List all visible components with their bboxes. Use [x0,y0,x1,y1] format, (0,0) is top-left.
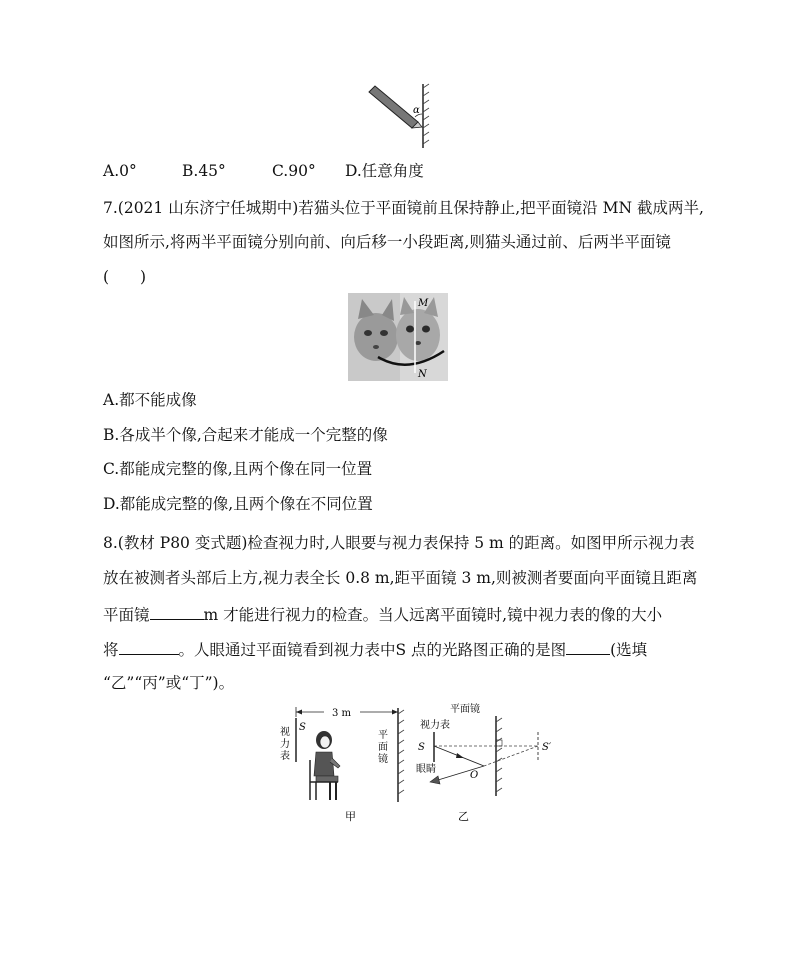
q7-option-d: D.都能成完整的像,且两个像在不同位置 [103,495,373,513]
q8-figure-yi [412,700,552,825]
distance-label: 3 m [332,708,352,719]
mirror-label-char: 面 [378,742,388,753]
q7-option-b: B.各成半个像,合起来才能成一个完整的像 [103,426,388,444]
q7-stem-line1: 7.(2021 山东济宁任城期中)若猫头位于平面镜前且保持静止,把平面镜沿 MN 截成两半, [103,199,704,217]
q8-blank-distance[interactable] [150,603,204,620]
q8-line4-suffix: (选填 [610,641,648,659]
point-image-label: S′ [542,742,552,753]
seated-person [310,731,340,800]
q6-option-d: D.任意角度 [345,162,424,180]
q6-option-c: C.90° [272,162,316,180]
mirror-label-char: 镜 [378,754,388,765]
chart-label-char: 力 [280,739,290,750]
point-s-label: S [299,722,306,733]
q7-stem-line2: 如图所示,将两半平面镜分别向前、向后移一小段距离,则猫头通过前、后两半平面镜 [103,233,671,251]
q6-option-a: A.0° [103,162,137,180]
label-m: M [418,298,429,309]
q6-option-b: B.45° [182,162,226,180]
q8-line4-mid: 。人眼通过平面镜看到视力表中S 点的光路图正确的是图 [178,641,567,659]
angle-label: α [413,105,420,116]
caption-jia: 甲 [345,810,356,823]
mirror-label: 平面镜 [450,704,480,715]
image-to-o-dashed [484,746,538,766]
chart-label-char: 表 [280,751,290,762]
q7-answer-bracket: ( ) [103,268,147,286]
q8-blank-size[interactable] [119,638,179,655]
q7-option-c: C.都能成完整的像,且两个像在同一位置 [103,460,373,478]
q8-line3-suffix: m 才能进行视力的检查。当人远离平面镜时,镜中视力表的像的大小 [203,606,663,624]
q8-line3 [103,603,662,625]
wall-hatching [423,84,429,144]
q8-line2: 放在被测者头部后上方,视力表全长 0.8 m,距平面镜 3 m,则被测者要面向平面镜且距离 [103,569,698,587]
eye-label: 眼睛 [416,764,436,775]
q8-figure-jia [272,700,412,825]
caption-yi: 乙 [458,810,469,823]
q7-cat-figure [348,293,448,381]
q8-line1: 8.(教材 P80 变式题)检查视力时,人眼要与视力表保持 5 m 的距离。如图甲所示视力表 [103,534,695,552]
q6-figure [360,80,440,150]
chart-label: 视力表 [420,720,450,731]
point-s-label: S [418,742,425,753]
q8-blank-figure[interactable] [566,638,610,655]
q8-line3-prefix: 平面镜 [103,606,150,624]
q8-line4-prefix: 将 [103,641,119,659]
mirror-label-char: 平 [378,730,388,741]
q7-option-a: A.都不能成像 [103,391,197,409]
chart-label-char: 视 [280,727,290,738]
eye-icon [430,776,440,784]
right-angle-mark [496,740,502,746]
q8-line4 [103,638,647,660]
point-o-label: O [470,770,479,781]
label-n: N [418,369,427,380]
q8-line5: “乙”“丙”或“丁”)。 [103,674,235,692]
